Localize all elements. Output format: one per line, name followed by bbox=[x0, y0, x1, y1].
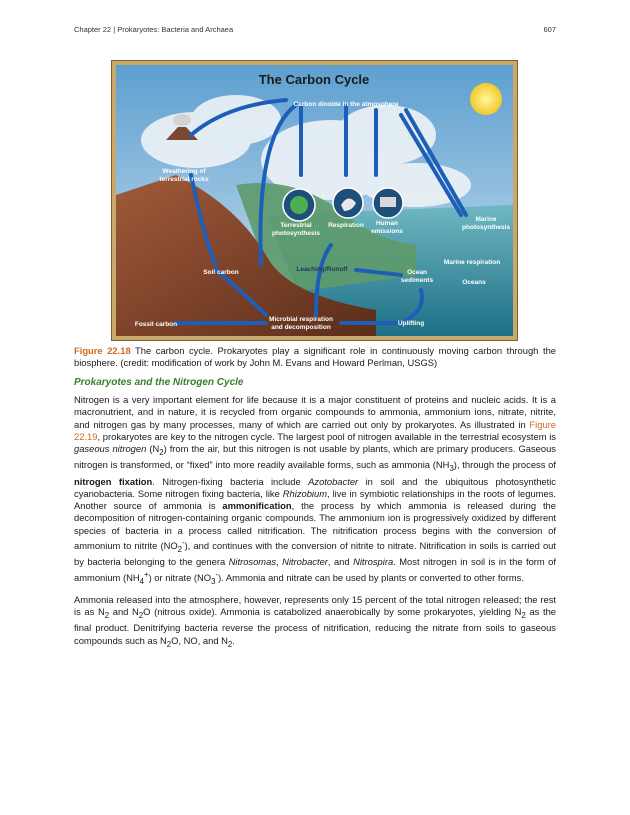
label-ocean-sediments-2: sediments bbox=[400, 277, 434, 284]
paragraph-1: Nitrogen is a very important element for life because it is a major constituent of proteins and nucleic acids. It is a macronutrient, and in nature, it is recycled from organic compounds to ammonia, ammonium ions, nitrate, nitrite, and nitrogen gas by many processes, many of which are carried out only by prokaryotes. As illustrated in Figure 22.19, prokaryotes are key to the nitrogen cycle. The largest pool of nitrogen available in the terrestrial ecosystem is gaseous nitrogen $(N_2)$ from the air, but this nitrogen is not usable by plants, which are primary producers. Gaseous nitrogen is transformed, or “fixed” into more readily available forms, such as ammonia $(NH_3)$, through the process of nitrogen fixation. Nitrogen-fixing bacteria include Azotobacter in soil and the ubiquitous photosynthetic cyanobacteria. Some nitrogen fixing bacteria, like Rhizobium, live in symbiotic relationships in the roots of legumes. Another source of ammonia is ammonification, the process by which ammonia is released during the decomposition of nitrogen-containing organic compounds. The ammonium ion is progressively oxidized by different species of bacteria in a process called nitrification. The nitrification process begins with the conversion of ammonium to nitrite $(NO_2^-)$, and continues with the conversion of nitrite to nitrate. Nitrification in soils is carried out by bacteria belonging to the genera Nitrosomas, Nitrobacter, and Nitrospira. Most nitrogen in soil is in the form of ammonium $(NH_4^+)$ or nitrate $(NO_3^-)$. Ammonia and nitrate can be used by plants or converted to other forms. bbox=[74, 394, 557, 586]
section-title: Prokaryotes and the Nitrogen Cycle bbox=[74, 377, 244, 388]
label-microbial-2: and decomposition bbox=[271, 324, 331, 331]
label-weathering-2: terrestrial rocks bbox=[159, 176, 209, 183]
figure-caption-label: Figure 22.18 bbox=[74, 345, 131, 356]
figure-22-19-link[interactable]: Figure 22.19 bbox=[74, 418, 556, 442]
label-oceans: Oceans bbox=[462, 279, 486, 286]
paragraph-2: Ammonia released into the atmosphere, however, represents only 15 percent of the total nitrogen released; the rest is as $N_2$ and $N_2O$ (nitrous oxide). Ammonia is catabolized anaerobically by some prokaryotes, yielding $N_2$ as the final product. Denitrifying bacteria reverse the process of nitrification, reducing the nitrate from soils to gaseous compounds such as $N_2O$, NO, and $N_2$. bbox=[74, 593, 557, 649]
label-marine-respiration: Marine respiration bbox=[443, 259, 501, 266]
label-microbial-1: Microbial respiration bbox=[269, 316, 333, 323]
label-respiration: Respiration bbox=[328, 222, 364, 229]
label-weathering-1: Weathering of bbox=[162, 168, 206, 175]
carbon-cycle-figure bbox=[111, 60, 518, 341]
label-human-2: emissions bbox=[371, 228, 403, 235]
figure-caption bbox=[74, 345, 556, 369]
label-marine-photo-2: photosynthesis bbox=[461, 224, 511, 231]
label-terrestrial-1: Terrestrial bbox=[280, 222, 312, 229]
label-terrestrial-2: photosynthesis bbox=[271, 230, 321, 237]
figure-title: The Carbon Cycle bbox=[258, 72, 370, 87]
label-fossil-carbon: Fossil carbon bbox=[134, 321, 178, 328]
volcano-smoke bbox=[173, 114, 191, 126]
page-header bbox=[74, 25, 556, 34]
label-uplifting: Uplifting bbox=[397, 320, 425, 327]
body-text bbox=[74, 394, 556, 657]
sun bbox=[470, 83, 502, 115]
page-number: 607 bbox=[543, 25, 556, 34]
chapter-title: Chapter 22 | Prokaryotes: Bacteria and Archaea bbox=[74, 25, 234, 34]
label-leaching: Leaching/Runoff bbox=[296, 266, 348, 273]
label-ocean-sediments-1: Ocean bbox=[407, 269, 427, 276]
label-soil-carbon: Soil carbon bbox=[203, 269, 239, 276]
label-marine-photo-1: Marine bbox=[475, 216, 497, 223]
carbon-cycle-illustration bbox=[116, 65, 513, 336]
label-human-1: Human bbox=[375, 220, 399, 227]
label-co2: Carbon dioxide in the atmosphere bbox=[293, 101, 399, 108]
figure-caption-text: The carbon cycle. Prokaryotes play a significant role in continuously moving carbon through the biosphere. (credit: modification of work by John M. Evans and Howard Perlman, USGS) bbox=[74, 345, 556, 369]
